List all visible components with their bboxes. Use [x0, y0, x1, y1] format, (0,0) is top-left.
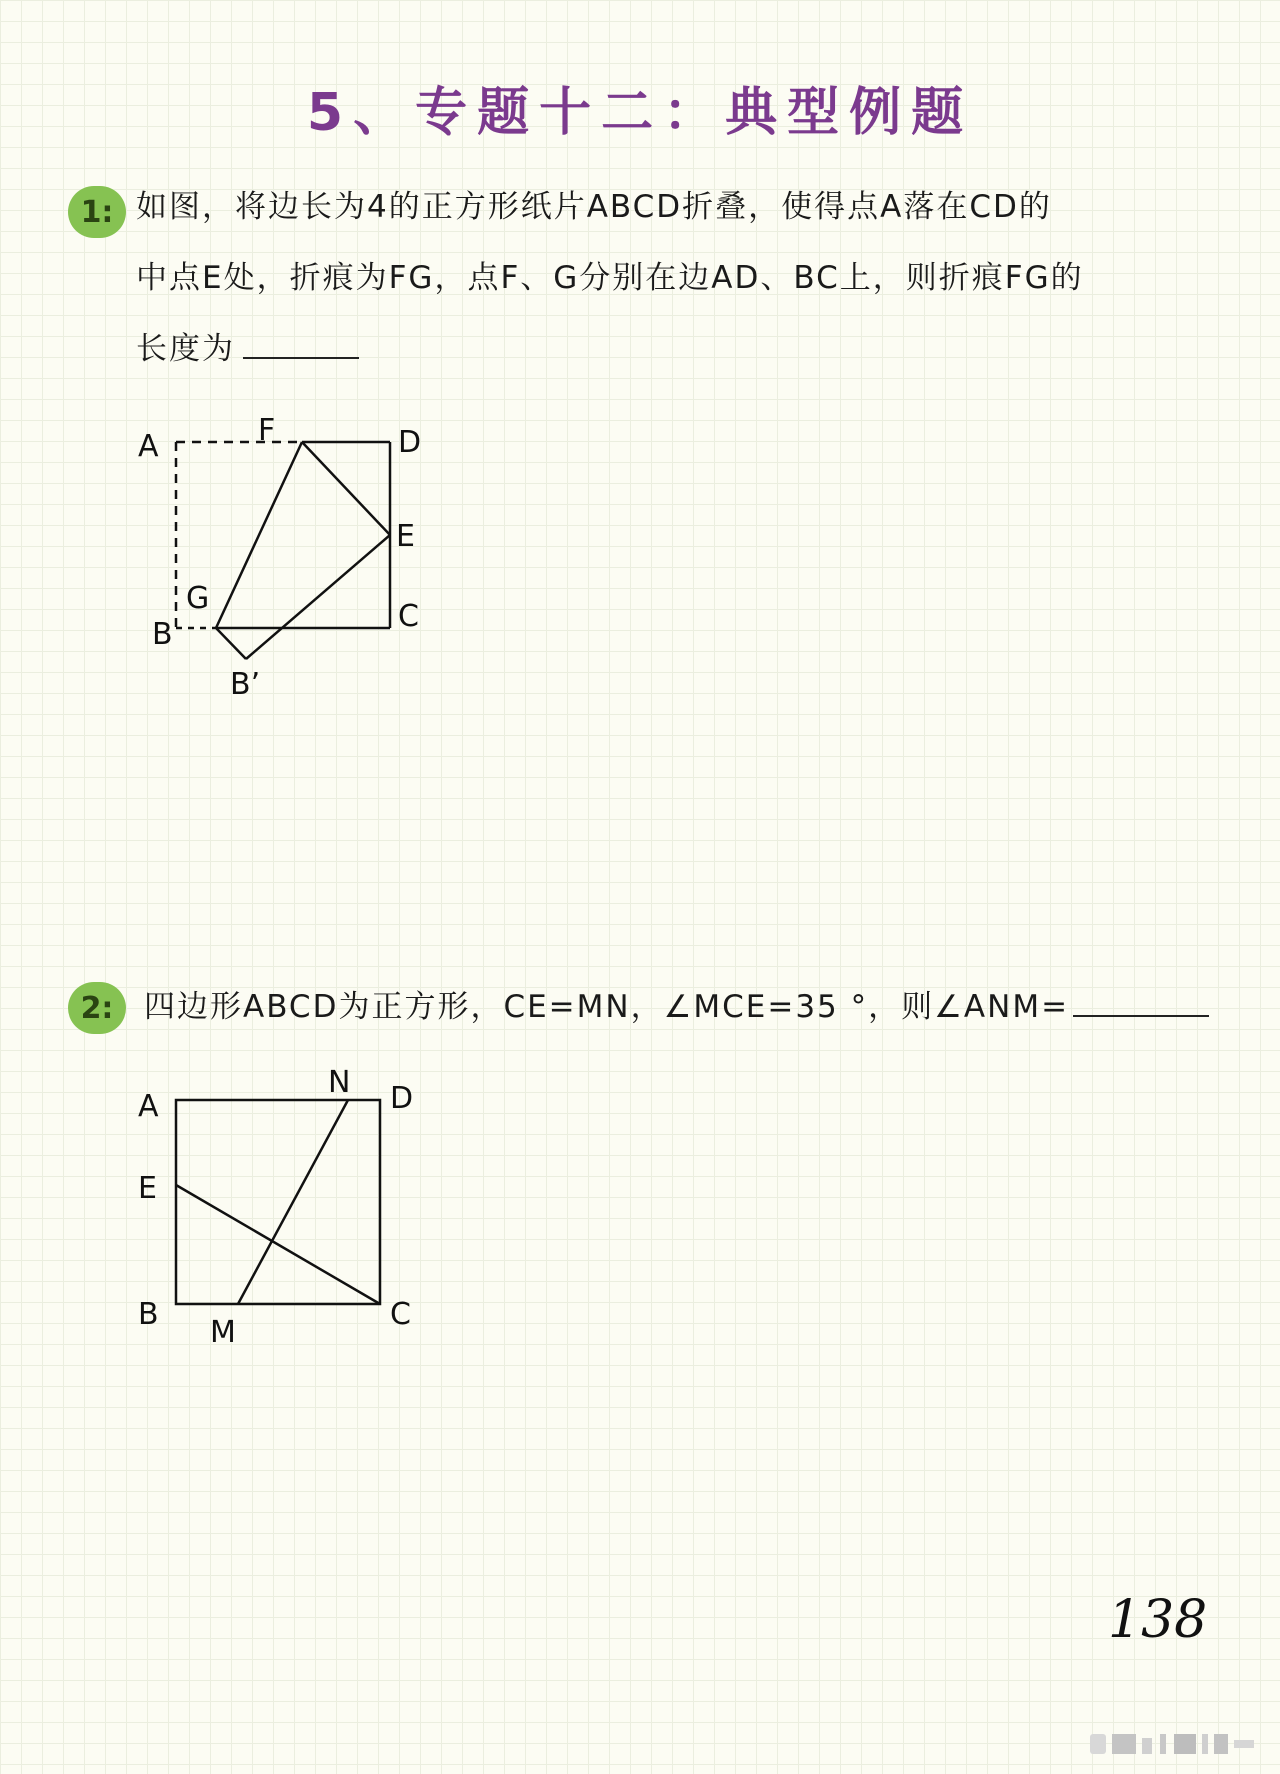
fig1-label-F: F: [258, 413, 276, 448]
fig1-label-E: E: [396, 519, 415, 554]
fig2-segment-MN: [238, 1100, 348, 1304]
fig2-label-D: D: [390, 1081, 414, 1116]
question-1-line-1: 如图，将边长为4的正方形纸片ABCD折叠，使得点A落在CD的: [136, 189, 1052, 225]
figure-1-folded-square: [120, 400, 440, 700]
answer-blank-1[interactable]: [243, 327, 359, 359]
question-2-line: 四边形ABCD为正方形，CE=MN，∠MCE=35 °，则∠ANM=: [144, 989, 1070, 1025]
question-1-line-3-text: 长度为: [136, 331, 235, 367]
question-2-text: [144, 972, 1209, 1043]
fig1-crease-FG: [216, 442, 302, 628]
question-2-badge: 2:: [68, 982, 126, 1034]
fig1-label-G: G: [186, 581, 210, 616]
fig2-label-N: N: [328, 1065, 351, 1100]
fig1-segment-FE: [302, 442, 390, 535]
fig2-label-A: A: [138, 1089, 159, 1124]
fig1-segment-GBprime: [216, 628, 246, 659]
fig2-segment-EC: [176, 1185, 380, 1304]
answer-blank-2[interactable]: [1073, 985, 1209, 1017]
fig1-label-C: C: [398, 599, 419, 634]
page-number: 138: [1108, 1590, 1208, 1650]
fig2-label-E: E: [138, 1171, 157, 1206]
question-1-badge: 1:: [68, 186, 126, 238]
fig1-label-A: A: [138, 429, 159, 464]
fig1-label-Bprime: B’: [230, 667, 261, 702]
fig2-label-B: B: [138, 1297, 159, 1332]
question-1-line-3: [136, 314, 1084, 385]
fig2-label-C: C: [390, 1297, 411, 1332]
figure-2-square: [120, 1065, 440, 1358]
question-1-text: [136, 172, 1084, 385]
question-1-line-2: 中点E处，折痕为FG，点F、G分别在边AD、BC上，则折痕FG的: [136, 260, 1084, 296]
fig1-label-B: B: [152, 617, 173, 652]
watermark-mark: [1090, 1728, 1270, 1758]
page-title: 5、专题十二：典型例题: [306, 83, 974, 143]
fig2-label-M: M: [210, 1315, 236, 1350]
fig1-segment-EBprime: [246, 535, 390, 659]
fig1-label-D: D: [398, 425, 422, 460]
